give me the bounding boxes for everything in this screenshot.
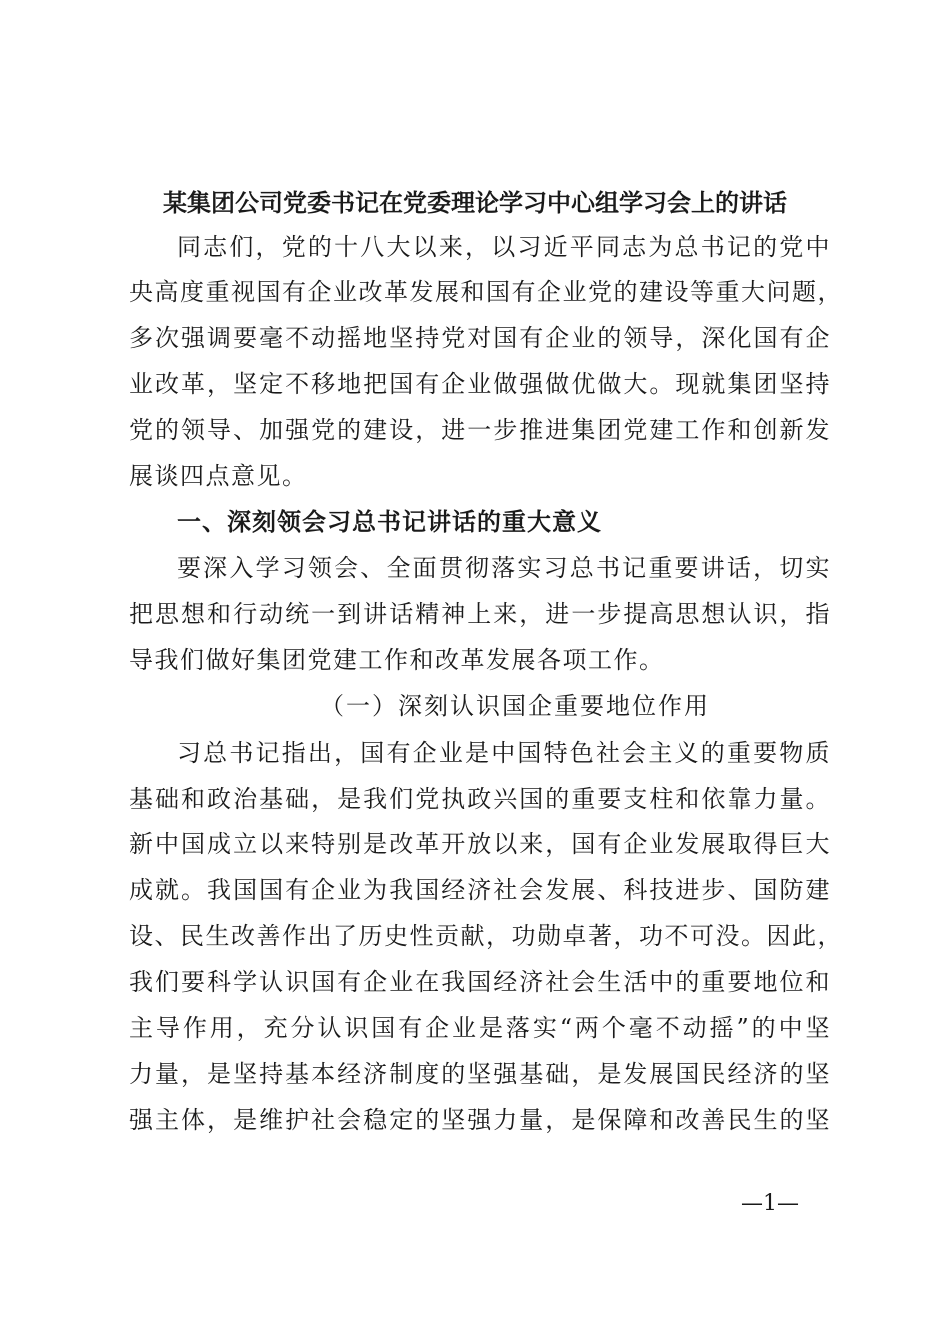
intro-line: 央高度重视国有企业改革发展和国有企业党的建设等重大问题， — [129, 278, 843, 306]
intro-line: 党的领导、加强党的建设，进一步推进集团党建工作和创新发 — [129, 416, 831, 444]
subsection-heading: （一）深刻认识国企重要地位作用 — [320, 692, 710, 720]
section-line: 要深入学习领会、全面贯彻落实习总书记重要讲话，切实 — [177, 554, 831, 582]
intro-line: 多次强调要毫不动摇地坚持党对国有企业的领导，深化国有企 — [129, 324, 831, 352]
subsection-line: 主导作用，充分认识国有企业是落实“两个毫不动摇”的中坚 — [129, 1014, 831, 1042]
intro-line: 同志们，党的十八大以来，以习近平同志为总书记的党中 — [177, 233, 831, 261]
section-line: 导我们做好集团党建工作和改革发展各项工作。 — [129, 646, 665, 674]
subsection-line: 力量，是坚持基本经济制度的坚强基础，是发展国民经济的坚 — [129, 1060, 831, 1088]
section-heading: 一、深刻领会习总书记讲话的重大意义 — [177, 508, 602, 536]
subsection-line: 新中国成立以来特别是改革开放以来，国有企业发展取得巨大 — [129, 830, 831, 858]
intro-line: 业改革，坚定不移地把国有企业做强做优做大。现就集团坚持 — [129, 370, 831, 398]
subsection-line: 我们要科学认识国有企业在我国经济社会生活中的重要地位和 — [129, 968, 831, 996]
intro-line: 展谈四点意见。 — [129, 462, 308, 490]
subsection-line: 习总书记指出，国有企业是中国特色社会主义的重要物质 — [177, 739, 831, 767]
page-number: —1— — [741, 1191, 799, 1216]
subsection-line: 基础和政治基础，是我们党执政兴国的重要支柱和依靠力量。 — [129, 785, 831, 813]
document-title: 某集团公司党委书记在党委理论学习中心组学习会上的讲话 — [163, 188, 787, 217]
subsection-line: 强主体，是维护社会稳定的坚强力量，是保障和改善民生的坚 — [129, 1106, 831, 1134]
subsection-line: 设、民生改善作出了历史性贡献，功勋卓著，功不可没。因此， — [129, 922, 843, 950]
section-line: 把思想和行动统一到讲话精神上来，进一步提高思想认识，指 — [129, 600, 831, 628]
subsection-line: 成就。我国国有企业为我国经济社会发展、科技进步、国防建 — [129, 876, 831, 904]
